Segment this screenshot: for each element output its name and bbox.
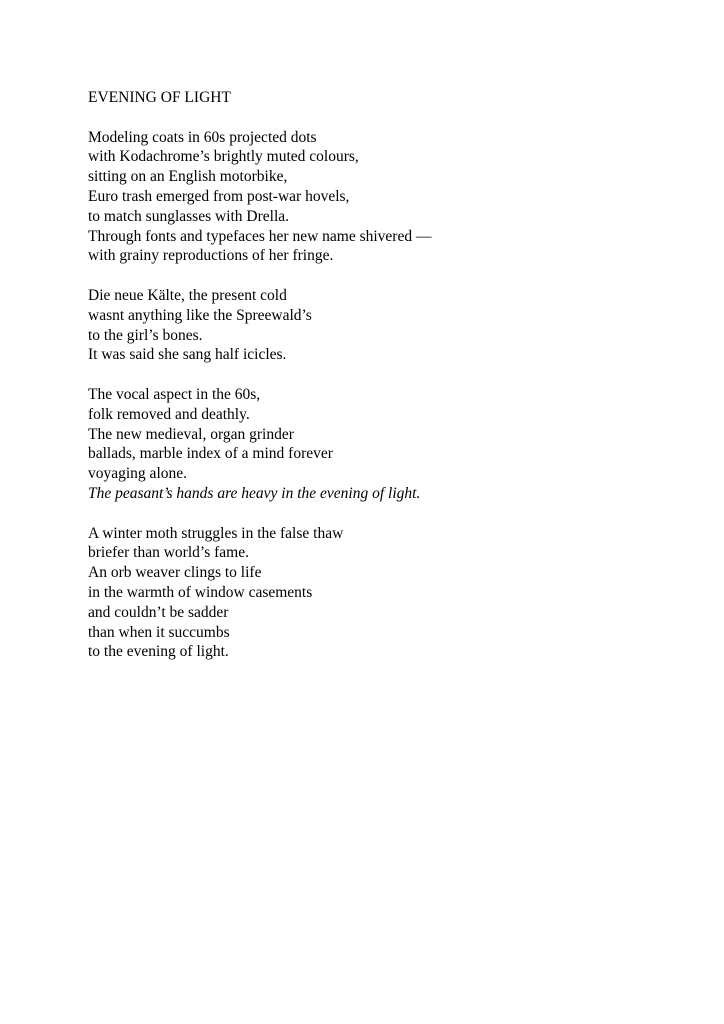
poem-line: Euro trash emerged from post-war hovels,: [88, 187, 350, 205]
poem-line: A winter moth struggles in the false thaw: [88, 524, 344, 542]
poem-line: and couldn’t be sadder: [88, 603, 229, 621]
poem-line-italic: The peasant’s hands are heavy in the evening of light.: [88, 484, 421, 502]
poem-line: to match sunglasses with Drella.: [88, 207, 290, 225]
poem-line: The vocal aspect in the 60s,: [88, 385, 261, 403]
document-page: [88, 88, 688, 682]
poem-line: An orb weaver clings to life: [88, 564, 262, 582]
stanza-1: [88, 128, 688, 267]
poem-line: to the evening of light.: [88, 643, 229, 661]
poem-line: to the girl’s bones.: [88, 326, 203, 344]
poem-line: briefer than world’s fame.: [88, 544, 249, 562]
poem-line: voyaging alone.: [88, 465, 188, 483]
stanza-2: [88, 286, 688, 365]
poem-line: Modeling coats in 60s projected dots: [88, 128, 317, 146]
poem-title: EVENING OF LIGHT: [88, 89, 231, 106]
poem-line: than when it succumbs: [88, 623, 230, 641]
stanza-4: [88, 524, 688, 663]
poem-line: The new medieval, organ grinder: [88, 425, 294, 443]
poem-line: with grainy reproductions of her fringe.: [88, 247, 334, 265]
stanza-3: [88, 385, 688, 504]
poem-line: Through fonts and typefaces her new name shivered —: [88, 227, 432, 245]
poem-line: folk removed and deathly.: [88, 405, 250, 423]
poem-line: wasnt anything like the Spreewald’s: [88, 306, 312, 324]
poem-line: Die neue Kälte, the present cold: [88, 286, 287, 304]
poem-line: ballads, marble index of a mind forever: [88, 445, 333, 463]
poem-line: It was said she sang half icicles.: [88, 346, 287, 364]
poem-line: with Kodachrome’s brightly muted colours,: [88, 148, 359, 166]
poem-line: sitting on an English motorbike,: [88, 168, 288, 186]
poem-line: in the warmth of window casements: [88, 583, 313, 601]
